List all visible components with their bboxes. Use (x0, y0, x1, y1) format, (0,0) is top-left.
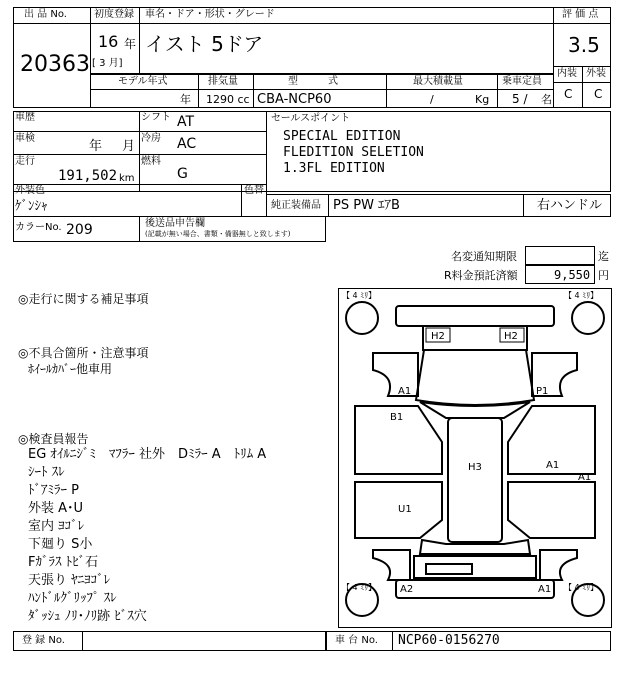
tire-front-right (572, 302, 604, 334)
inspector-line-4: 外装 A･U (28, 501, 84, 516)
rear-fender-left (373, 550, 410, 580)
model-year-label: モデル年式 (118, 76, 168, 87)
mark-b1: B1 (390, 412, 404, 423)
first-reg-label: 初度登録 (94, 9, 134, 20)
mark-h3-roof: H3 (468, 462, 482, 473)
ac-label: 冷房 (141, 133, 161, 144)
steering-value: 右ハンドル (537, 198, 603, 213)
genuine-equipment-label: 純正装備品 (271, 200, 321, 211)
sales-point-3: 1.3FL EDITION (283, 161, 385, 176)
tire-depth-rear-right: 【 4 ﾐﾘ】 (564, 583, 599, 592)
first-reg-month: [ 3 月] (92, 58, 123, 69)
type-label: 型 式 (288, 76, 338, 87)
inspector-line-8: 天張り ﾔﾆﾖｺﾞﾚ (28, 573, 111, 588)
capacity-value: 5 / (512, 92, 528, 106)
inspector-label: ◎検査員報告 (18, 432, 89, 446)
inspector-line-10: ﾀﾞｯｼｭ ﾉﾘ･ﾉﾘ跡 ﾋﾞｽ穴 (28, 609, 147, 624)
capacity-label: 乗車定員 (502, 76, 542, 87)
inspector-line-6: 下廻り S小 (28, 537, 93, 552)
score-value: 3.5 (568, 33, 600, 57)
name-change-value-box (525, 246, 595, 265)
inspector-line-2: ｼｰﾄ ｽﾚ (28, 465, 65, 480)
displacement-value: 1290 cc (206, 93, 250, 106)
lot-label: 出 品 No. (24, 9, 67, 20)
recycle-label: R料金預託済額 (444, 269, 518, 282)
tire-depth-rear-left: 【 4 ﾐﾘ】 (342, 583, 377, 592)
max-load-label: 最大積載量 (413, 76, 463, 87)
inspector-line-5: 室内 ﾖｺﾞﾚ (28, 519, 85, 534)
front-bumper (396, 306, 554, 326)
exterior-grade: C (594, 87, 603, 101)
rear-fender-right (540, 550, 577, 580)
ac-value: AC (177, 136, 197, 152)
aftermarket-note: (記載が無い場合、書類・備器無しと致します) (145, 230, 291, 238)
first-reg-year-unit: 年 (124, 37, 137, 51)
mileage-value: 191,502 (58, 168, 118, 184)
genuine-equipment-value: PS PW ｴｱB (333, 198, 400, 213)
driving-notes-label: ◎走行に関する補足事項 (18, 292, 149, 306)
shaken-month: 月 (122, 139, 136, 154)
aftermarket-label: 後送品申告欄 (145, 218, 205, 229)
tire-depth-front-left: 【 4 ﾐﾘ】 (342, 291, 377, 300)
sales-point-1: SPECIAL EDITION (283, 129, 401, 144)
capacity-unit: 名 (541, 93, 552, 106)
mark-h2-right: H2 (504, 331, 518, 342)
history-label: 車歴 (15, 112, 35, 123)
interior-label: 内装 (557, 68, 577, 79)
tire-front-left (346, 302, 378, 334)
inspector-line-3: ﾄﾞｱﾐﾗｰ P (28, 483, 79, 498)
interior-grade: C (564, 87, 573, 101)
max-load-unit: Kg (475, 93, 490, 106)
exterior-color-value: ｹﾞﾝｼｬ (15, 199, 48, 214)
mileage-label: 走行 (15, 156, 35, 167)
shaken-year: 年 (89, 139, 103, 154)
history-box (13, 111, 267, 192)
inspector-line-7: Fｶﾞﾗｽ ﾄﾋﾞ石 (28, 555, 99, 570)
first-reg-year: 16 (98, 32, 119, 51)
name-change-unit: 迄 (598, 250, 609, 263)
color-change-label: 色替 (244, 185, 264, 196)
exterior-label: 外装 (586, 68, 606, 79)
mark-a2-rear: A2 (400, 584, 414, 595)
shift-value: AT (177, 114, 195, 130)
color-no-label: カラーNo. (15, 222, 62, 233)
shift-label: シフト (141, 112, 171, 123)
car-name: イスト 5ドア (145, 32, 264, 56)
shaken-label: 車検 (15, 133, 35, 144)
chassis-label: 車 台 No. (335, 635, 378, 646)
recycle-amount: 9,550 (554, 268, 591, 282)
chassis-no: NCP60-0156270 (398, 633, 500, 648)
sales-point-label: セールスポイント (271, 113, 351, 124)
displacement-label: 排気量 (208, 76, 238, 87)
score-label: 評 価 点 (562, 9, 599, 20)
mark-a1-left-front: A1 (398, 386, 412, 397)
car-diagram (338, 288, 612, 628)
mark-a1-right-door: A1 (546, 460, 560, 471)
inspector-line-9: ﾊﾝﾄﾞﾙｸﾞﾘｯﾌﾟ ｽﾚ (28, 591, 117, 606)
door-rear-right (508, 482, 595, 538)
defects-text: ﾎｲｰﾙｶﾊﾞｰ他車用 (28, 362, 113, 376)
tire-depth-front-right: 【 4 ﾐﾘ】 (564, 291, 599, 300)
mark-u1: U1 (398, 504, 412, 515)
color-no-value: 209 (66, 222, 93, 238)
mileage-unit: km (119, 173, 135, 184)
car-name-label: 車名・ドア・形状・グレード (145, 9, 275, 20)
reg-no-label: 登 録 No. (22, 635, 65, 646)
type-code: CBA-NCP60 (257, 92, 332, 107)
name-change-label: 名変通知期限 (451, 250, 517, 263)
inspector-line-1: EG ｵｲﾙﾆｼﾞﾐ ﾏﾌﾗｰ 社外 Dﾐﾗｰ A ﾄﾘﾑ A (28, 447, 267, 462)
fuel-label: 燃料 (141, 156, 161, 167)
front-fender-left (373, 353, 418, 396)
mark-a1-rear: A1 (538, 584, 552, 595)
max-load-value: / (430, 93, 434, 106)
mark-a1-right-edge: A1 (578, 472, 592, 483)
mark-h2-left: H2 (431, 331, 445, 342)
defects-label: ◎不具合箇所・注意事項 (18, 346, 149, 360)
exterior-color-label: 外装色 (15, 185, 45, 196)
fuel-value: G (177, 166, 188, 182)
sales-point-2: FLEDITION SELETION (283, 145, 424, 160)
recycle-unit: 円 (598, 269, 609, 282)
model-year-unit: 年 (180, 93, 191, 106)
mark-p1-right-front: P1 (536, 386, 549, 397)
hood (416, 350, 534, 405)
rear-bumper (396, 580, 554, 598)
lot-number: 20363 (20, 52, 90, 77)
exterior-color-box (13, 184, 267, 217)
roof (448, 418, 502, 542)
